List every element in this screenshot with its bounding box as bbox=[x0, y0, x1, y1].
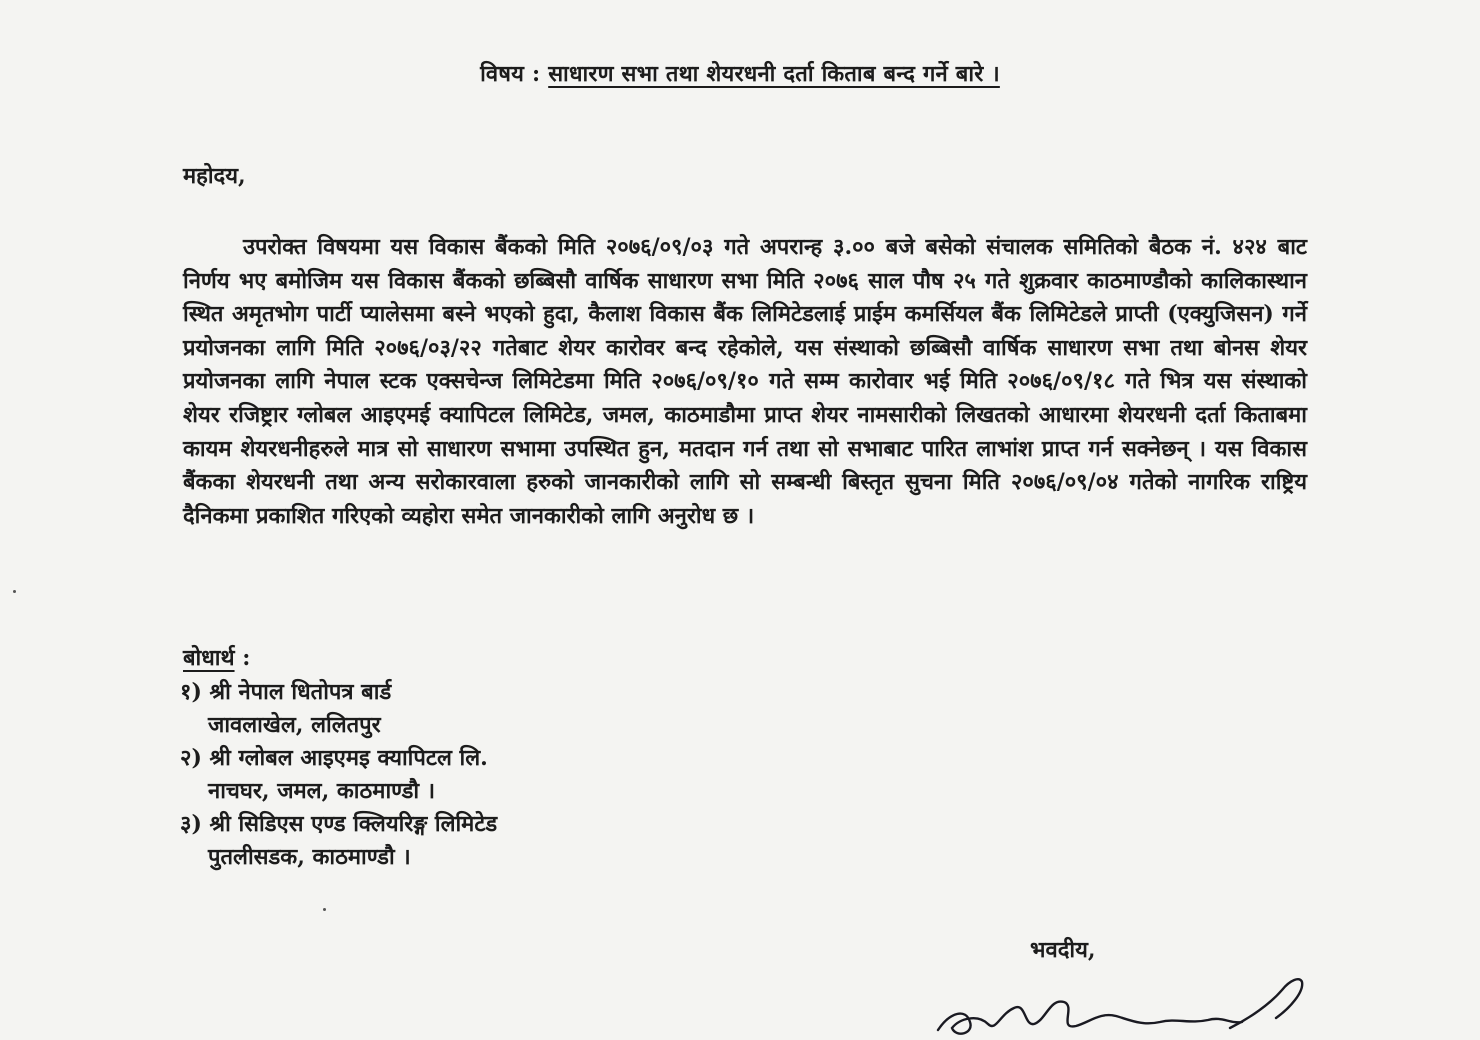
cc-item-address: जावलाखेल, ललितपुर bbox=[208, 712, 381, 738]
closing: भवदीय, bbox=[1030, 937, 1096, 963]
cc-title bbox=[183, 642, 250, 672]
cc-item bbox=[180, 676, 497, 742]
salutation: महोदय, bbox=[183, 163, 246, 189]
cc-item bbox=[180, 808, 497, 874]
cc-title-suffix: : bbox=[234, 645, 251, 671]
scan-speck bbox=[13, 590, 16, 593]
subject-text: साधारण सभा तथा शेयरधनी दर्ता किताब बन्द गर्ने बारे । bbox=[548, 61, 1000, 87]
cc-title-text: बोधार्थ bbox=[183, 645, 235, 671]
body-paragraph: उपरोक्त विषयमा यस विकास बैंकको मिति २०७६/०९/०३ गते अपरान्ह ३.०० बजे बसेको संचालक समितिको बैठक नं. ४२४ बाट निर्णय भए बमोजिम यस विकास बैंकको छब्बिसौ वार्षिक साधारण सभा मिति २०७६ साल पौष २५ गते शुक्रवार काठमाण्डौको कालिकास्थान स्थित अमृतभोग पार्टी प्यालेसमा बस्ने भएको हुदा, कैलाश विकास बैंक लिमिटेडलाई प्राईम कमर्सियल बैंक लिमिटेडले प्राप्ती (एक्युजिसन) गर्ने प्रयोजनका लागि मिति २०७६/०३/२२ गतेबाट शेयर कारोवर बन्द रहेकोले, यस संस्थाको छब्बिसौ वार्षिक साधारण सभा तथा बोनस शेयर प्रयोजनका लागि नेपाल स्टक एक्सचेन्ज लिमिटेडमा मिति २०७६/०९/१० गते सम्म कारोवार भई मिति २०७६/०९/१८ गते भित्र यस संस्थाको शेयर रजिष्ट्रार ग्लोबल आइएमई क्यापिटल लिमिटेड, जमल, काठमाडौमा प्राप्त शेयर नामसारीको लिखतको आधारमा शेयरधनी दर्ता किताबमा कायम शेयरधनीहरुले मात्र सो साधारण सभामा उपस्थित हुन, मतदान गर्न तथा सो सभाबाट पारित लाभांश प्राप्त गर्न सक्नेछन् । यस विकास बैंकका शेयरधनी तथा अन्य सरोकारवाला हरुको जानकारीको लागि सो सम्बन्धी बिस्तृत सुचना मिति २०७६/०९/०४ गतेको नागरिक राष्ट्रिय दैनिकमा प्रकाशित गरिएको व्यहोरा समेत जानकारीको लागि अनुरोध छ । bbox=[183, 234, 1307, 529]
cc-list bbox=[180, 676, 497, 874]
cc-item-address: पुतलीसडक, काठमाण्डौ । bbox=[208, 844, 411, 870]
signature-scribble bbox=[930, 968, 1330, 1040]
subject-label: विषय : bbox=[480, 61, 541, 87]
cc-item-address: नाचघर, जमल, काठमाण्डौ । bbox=[208, 778, 436, 804]
signature-stroke bbox=[938, 1002, 1242, 1034]
subject-line bbox=[0, 58, 1480, 88]
signature-flourish bbox=[1230, 979, 1302, 1028]
cc-item bbox=[180, 742, 497, 808]
cc-item-recipient: १) श्री नेपाल धितोपत्र बार्ड bbox=[180, 679, 392, 705]
scan-speck bbox=[323, 908, 326, 911]
cc-item-recipient: ३) श्री सिडिएस एण्ड क्लियरिङ्ग लिमिटेड bbox=[180, 811, 498, 837]
cc-item-recipient: २) श्री ग्लोबल आइएमइ क्यापिटल लि. bbox=[180, 745, 488, 771]
